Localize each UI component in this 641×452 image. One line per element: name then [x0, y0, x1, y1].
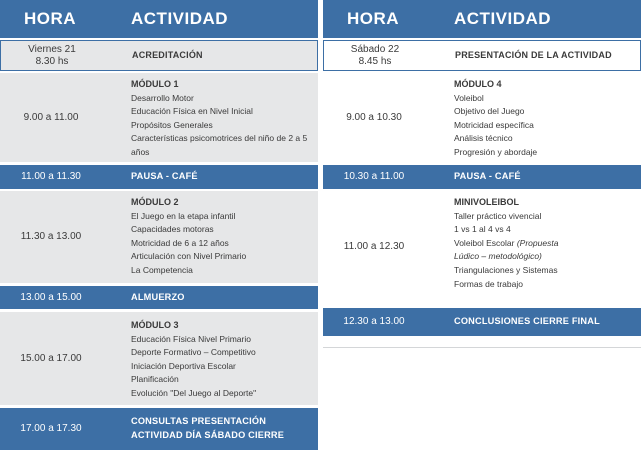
list-item: Formas de trabajo	[454, 278, 523, 289]
row-pausa	[0, 165, 318, 189]
propuesta-text: (Propuesta	[516, 237, 559, 248]
list-item: 1 vs 1 al 4 vs 4	[454, 224, 511, 235]
list-item: Características psicomotrices del niño de 2 a 5	[131, 133, 308, 144]
activity-title-line-1: CONSULTAS PRESENTACIÓN	[131, 416, 267, 427]
list-item: Progresión y abordaje	[454, 146, 538, 157]
header-hora: HORA	[346, 9, 400, 28]
header-actividad: ACTIVIDAD	[131, 9, 229, 28]
row-modulo-2	[0, 191, 318, 283]
time-cell: 17.00 a 17.30	[20, 423, 82, 434]
list-item: Motricidad específica	[454, 119, 534, 130]
list-item: Objetivo del Juego	[454, 106, 525, 117]
list-item: Educación Física Nivel Primario	[131, 333, 251, 344]
header-actividad: ACTIVIDAD	[454, 9, 552, 28]
list-item: Análisis técnico	[454, 133, 513, 144]
list-item: Capacidades motoras	[131, 224, 214, 235]
row-pausa	[323, 165, 641, 189]
row-almuerzo	[0, 286, 318, 309]
time-day: Viernes 21	[28, 43, 76, 55]
time-cell: 10.30 a 11.00	[343, 171, 405, 182]
time-cell: 9.00 a 10.30	[346, 111, 402, 123]
time-hour: 8.45 hs	[358, 55, 392, 67]
table-header	[0, 0, 318, 38]
list-item: Lúdico – metodológico)	[454, 251, 542, 262]
time-cell: 11.30 a 13.00	[20, 231, 82, 242]
row-conclusiones	[323, 308, 641, 336]
list-item: Desarrollo Motor	[131, 92, 194, 103]
time-cell: 15.00 a 17.00	[20, 352, 82, 364]
list-item: Voleibol	[454, 92, 484, 103]
module-title: MÓDULO 1	[131, 79, 179, 89]
list-item: Evolución "Del Juego al Deporte"	[131, 387, 257, 398]
row-modulo-1	[0, 73, 318, 162]
list-item: Triangulaciones y Sistemas	[454, 264, 558, 275]
list-item	[454, 237, 637, 251]
activity-title: PRESENTACIÓN DE LA ACTIVIDAD	[455, 49, 612, 60]
time-hour: 8.30 hs	[35, 55, 69, 67]
module-title: MÓDULO 4	[454, 79, 502, 89]
time-cell: 12.30 a 13.00	[343, 316, 405, 327]
row-modulo-3	[0, 312, 318, 405]
time-cell: 13.00 a 15.00	[20, 291, 82, 303]
module-title: MINIVOLEIBOL	[454, 197, 519, 207]
list-item: Planificación	[131, 374, 179, 385]
list-item: Educación Física en Nivel Inicial	[131, 106, 253, 117]
activity-title-line-2: ACTIVIDAD DÍA SÁBADO CIERRE	[131, 430, 285, 440]
row-modulo-4	[323, 73, 641, 162]
row-acreditacion	[0, 40, 318, 71]
activity-title: PAUSA - CAFÉ	[131, 171, 198, 182]
row-spacer	[323, 336, 641, 348]
list-item: Propósitos Generales	[131, 119, 213, 130]
list-item: El Juego en la etapa infantil	[131, 210, 236, 221]
row-minivoleibol	[323, 191, 641, 303]
header-hora: HORA	[23, 9, 77, 28]
time-cell: 9.00 a 11.00	[23, 111, 79, 123]
activity-title: ALMUERZO	[131, 291, 185, 302]
row-consultas	[0, 408, 318, 450]
list-item: Taller práctico vivencial	[454, 210, 542, 221]
module-title: MÓDULO 3	[131, 320, 179, 330]
row-presentacion	[323, 40, 641, 71]
list-item: Deporte Formativo – Competitivo	[131, 347, 256, 358]
list-item: La Competencia	[131, 264, 193, 275]
list-item: años	[131, 146, 150, 157]
module-title: MÓDULO 2	[131, 197, 179, 207]
table-header	[323, 0, 641, 38]
time-cell: 11.00 a 11.30	[21, 171, 81, 182]
activity-title: ACREDITACIÓN	[132, 49, 203, 60]
list-item: Articulación con Nivel Primario	[131, 251, 247, 262]
voleibol-escolar: Voleibol Escolar	[454, 237, 517, 248]
time-cell: 11.00 a 12.30	[343, 241, 405, 252]
time-day: Sábado 22	[350, 43, 400, 55]
list-item: Iniciación Deportiva Escolar	[131, 360, 236, 371]
list-item: Motricidad de 6 a 12 años	[131, 237, 229, 248]
activity-title: PAUSA - CAFÉ	[454, 171, 521, 182]
activity-title: CONCLUSIONES CIERRE FINAL	[454, 316, 600, 327]
